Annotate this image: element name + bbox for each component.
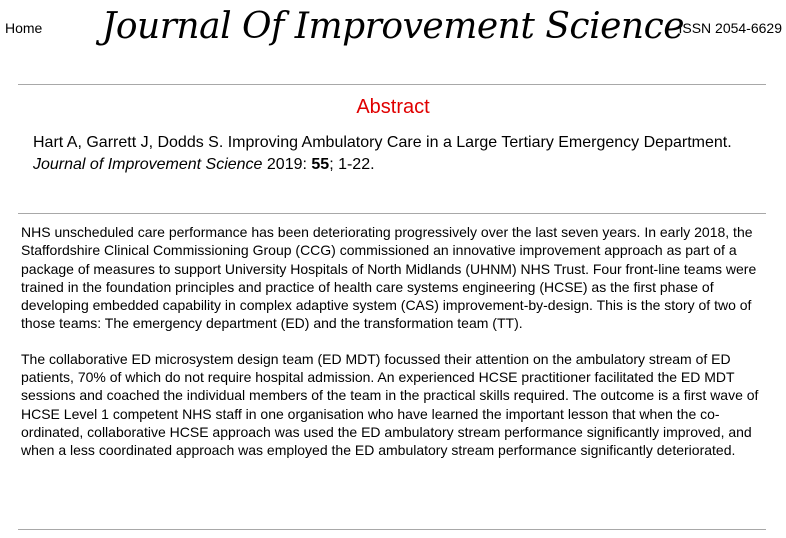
abstract-heading: Abstract: [356, 96, 430, 118]
journal-title: Journal Of Improvement Science: [101, 6, 685, 47]
divider-middle: [18, 213, 766, 214]
citation: [33, 132, 763, 176]
abstract-body: [21, 223, 771, 477]
citation-year: 2019:: [266, 156, 312, 173]
divider-top: [18, 84, 766, 85]
issn-label: ISSN 2054-6629: [678, 20, 782, 36]
abstract-paragraph-2: The collaborative ED microsystem design team (ED MDT) focussed their attention on the ambulatory stream of ED patients, 70% of which do not require hospital admission. An experienced HCSE practitioner facilitated the ED MDT sessions and coached the individual members of the team in the practical skills required. The outcome is a first wave of HCSE Level 1 competent NHS staff in one organisation who have learned the important lesson that when the co-ordinated, collaborative HCSE approach was used the ED ambulatory stream performance significantly improved, and when a less coordinated approach was employed the ED ambulatory stream performance significantly deteriorated.: [21, 350, 759, 459]
abstract-paragraph-1: NHS unscheduled care performance has been deteriorating progressively over the last seven years. In early 2018, the Staffordshire Clinical Commissioning Group (CCG) commissioned an innovative improvement approach as part of a package of measures to support University Hospitals of North Midlands (UHNM) NHS Trust. Four front-line teams were trained in the foundation principles and practice of health care systems engineering (HCSE) as the first phase of developing embedded capability in complex adaptive system (CAS) improvement-by-design. This is the story of two of those teams: The emergency department (ED) and the transformation team (TT).: [21, 224, 757, 332]
citation-volume: 55: [311, 156, 330, 173]
page-header: [0, 0, 786, 60]
citation-journal: Journal of Improvement Science: [33, 156, 263, 173]
citation-pages: ; 1-22.: [329, 156, 375, 173]
citation-authors-title: Hart A, Garrett J, Dodds S. Improving Ambulatory Care in a Large Tertiary Emergency Department.: [33, 134, 732, 151]
home-link[interactable]: Home: [5, 20, 43, 36]
divider-bottom: [18, 529, 766, 530]
